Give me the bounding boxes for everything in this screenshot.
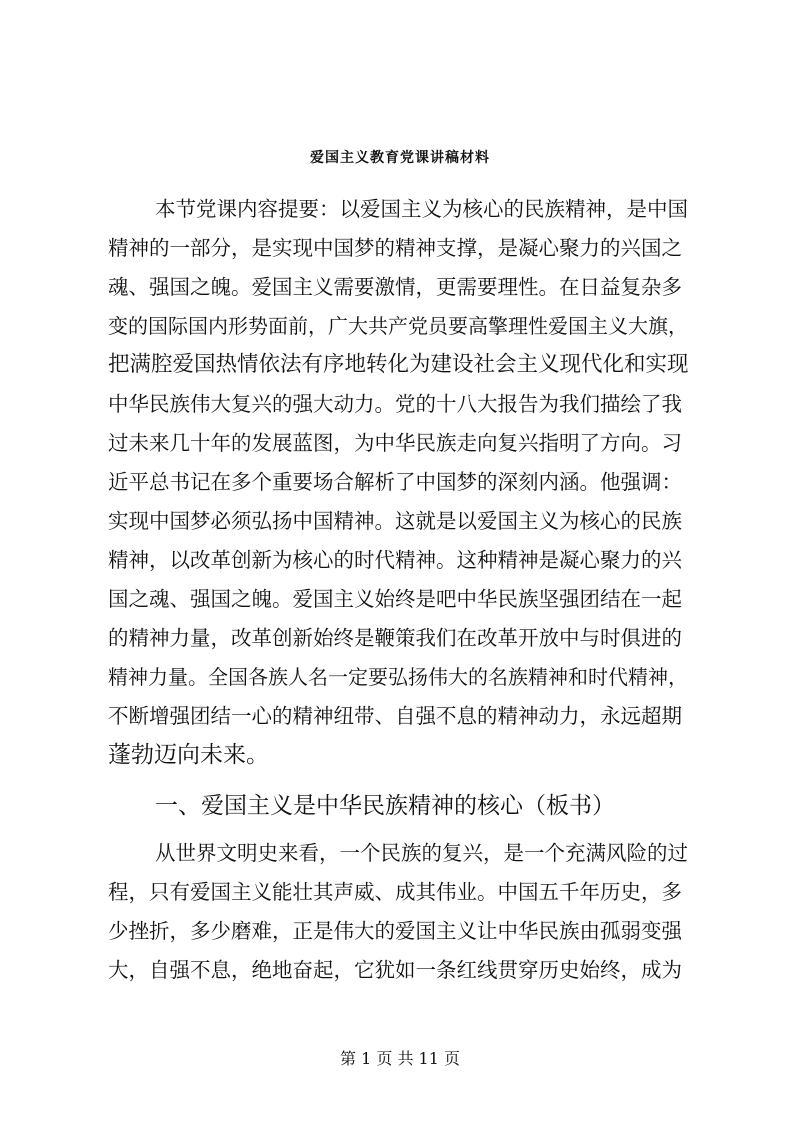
text-line: 大，自强不息，绝地奋起，它犹如一条红线贯穿历史始终，成为 xyxy=(108,958,682,982)
text-line: 不断增强团结一心的精神纽带、自强不息的精神动力，永远超期 xyxy=(108,704,682,728)
page-number: 第 1 页 共 11 页 xyxy=(340,1049,460,1068)
text-line: 实现中国梦必须弘扬中国精神。这就是以爱国主义为核心的民族 xyxy=(108,509,682,533)
text-line: 精神力量。全国各族人名一定要弘扬伟大的名族精神和时代精神， xyxy=(108,665,688,689)
text-line: 从世界文明史来看，一个民族的复兴，是一个充满风险的过 xyxy=(155,841,688,865)
document-title: 爱国主义教育党课讲稿材料 xyxy=(310,150,490,166)
text-line: 中华民族伟大复兴的强大动力。党的十八大报告为我们描绘了我 xyxy=(108,392,682,416)
text-line: 魂、强国之魄。爱国主义需要激情，更需要理性。在日益复杂多 xyxy=(108,275,682,299)
text-line: 程，只有爱国主义能壮其声威、成其伟业。中国五千年历史，多 xyxy=(108,880,682,904)
text-line: 变的国际国内形势面前，广大共产党员要高擎理性爱国主义大旗， xyxy=(108,314,688,338)
text-line: 本节党课内容提要：以爱国主义为核心的民族精神，是中国 xyxy=(155,197,688,221)
text-line: 蓬勃迈向未来。 xyxy=(108,742,269,768)
text-line: 国之魂、强国之魄。爱国主义始终是吧中华民族坚强团结在一起 xyxy=(108,587,682,611)
text-line: 精神的一部分，是实现中国梦的精神支撑，是凝心聚力的兴国之 xyxy=(108,236,682,260)
text-line: 的精神力量，改革创新始终是鞭策我们在改革开放中与时俱进的 xyxy=(108,626,682,650)
text-line: 把满腔爱国热情依法有序地转化为建设社会主义现代化和实现 xyxy=(108,352,689,377)
text-line: 过未来几十年的发展蓝图，为中华民族走向复兴指明了方向。习 xyxy=(108,431,682,455)
text-line: 少挫折，多少磨难，正是伟大的爱国主义让中华民族由孤弱变强 xyxy=(108,919,682,943)
text-line: 精神，以改革创新为核心的时代精神。这种精神是凝心聚力的兴 xyxy=(108,548,682,572)
section-heading: 一、爱国主义是中华民族精神的核心（板书） xyxy=(155,793,615,819)
text-line: 近平总书记在多个重要场合解析了中国梦的深刻内涵。他强调： xyxy=(108,470,682,494)
